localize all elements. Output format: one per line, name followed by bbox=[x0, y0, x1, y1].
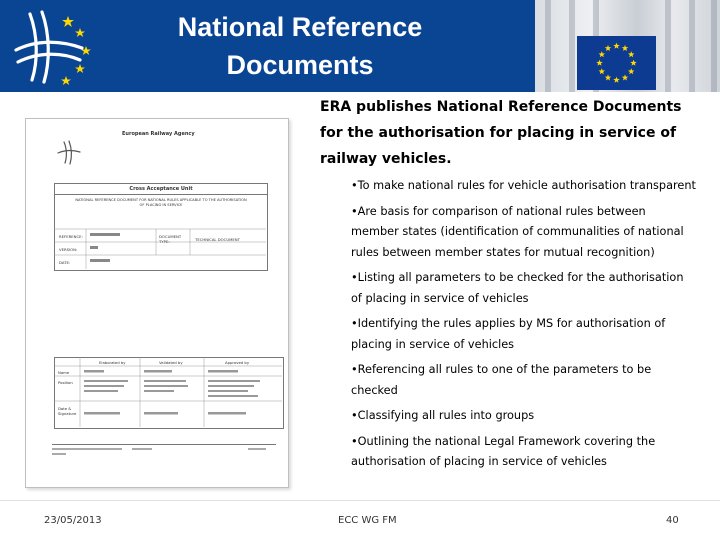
eu-star-icon bbox=[622, 45, 628, 51]
eu-star-icon bbox=[605, 45, 611, 51]
doc-col-header: Elaborated by bbox=[99, 360, 126, 365]
eu-star-icon bbox=[628, 68, 634, 74]
eu-stars-icon bbox=[577, 36, 656, 90]
doc-footer-text bbox=[52, 447, 276, 457]
footer-center-text: ECC WG FM bbox=[338, 515, 397, 526]
doc-col-header: Validated by bbox=[159, 360, 183, 365]
bullet-item: •Identifying the rules applies by MS for authorisation of placing in service of vehicles bbox=[351, 317, 666, 351]
eu-star-icon bbox=[613, 77, 619, 83]
eu-flag-icon bbox=[577, 36, 656, 90]
doc-row-label: Name bbox=[58, 370, 70, 375]
page-title-line-2: Documents bbox=[226, 50, 374, 80]
doc-reference-label: REFERENCE: bbox=[59, 234, 83, 239]
eu-star-icon bbox=[599, 68, 605, 74]
page-title bbox=[150, 8, 450, 84]
bullet-list bbox=[351, 176, 696, 478]
era-logo-icon bbox=[8, 6, 100, 86]
eu-star-icon bbox=[605, 74, 611, 80]
doc-row-label: Position bbox=[58, 380, 73, 385]
eu-star-icon bbox=[613, 43, 619, 49]
bullet-item: •Referencing all rules to one of the parameters to be checked bbox=[351, 363, 652, 397]
page-title-line-1: National Reference bbox=[177, 12, 423, 42]
doc-type-label: DOCUMENT TYPE: bbox=[159, 234, 182, 244]
doc-row-label: Date & Signature bbox=[58, 406, 77, 416]
doc-version-label: VERSION: bbox=[59, 247, 78, 252]
doc-col-header: Approved by bbox=[225, 360, 250, 365]
bullet-item: •Outlining the national Legal Framework covering the authorisation of placing in service of vehicles bbox=[351, 434, 656, 468]
doc-footer-line bbox=[52, 444, 276, 445]
doc-era-logo-icon bbox=[56, 139, 84, 165]
doc-signature-grid bbox=[54, 357, 282, 427]
doc-subtitle: NATIONAL REFERENCE DOCUMENT FOR NATIONAL RULES APPLICABLE TO THE AUTHORISATION OF PLACING IN SERVICE bbox=[75, 198, 247, 207]
doc-type-value: TECHNICAL DOCUMENT bbox=[195, 237, 240, 242]
doc-agency-name: European Railway Agency bbox=[122, 131, 195, 137]
eu-star-icon bbox=[622, 74, 628, 80]
eu-star-icon bbox=[596, 60, 602, 66]
bullet-item: •To make national rules for vehicle authorisation transparent bbox=[351, 179, 696, 192]
eu-star-icon bbox=[630, 60, 636, 66]
eu-star-icon bbox=[599, 51, 605, 57]
slide-footer bbox=[0, 500, 720, 541]
eu-star-icon bbox=[628, 51, 634, 57]
bullet-item: •Are basis for comparison of national rules between member states (identification of communalities of national rules between member states for mutual recognition) bbox=[351, 204, 684, 259]
footer-date: 23/05/2013 bbox=[44, 515, 102, 526]
doc-unit-title: Cross Acceptance Unit bbox=[129, 186, 193, 192]
document-thumbnail bbox=[25, 118, 289, 488]
bullet-item: •Classifying all rules into groups bbox=[351, 409, 535, 422]
doc-box-grid bbox=[54, 183, 266, 269]
bullet-item: •Listing all parameters to be checked for the authorisation of placing in service of vehicles bbox=[351, 271, 684, 305]
lead-paragraph: ERA publishes National Reference Documents for the authorisation for placing in service of railway vehicles. bbox=[320, 99, 682, 167]
doc-date-label: DATE: bbox=[59, 260, 71, 265]
page-number: 40 bbox=[666, 515, 679, 526]
